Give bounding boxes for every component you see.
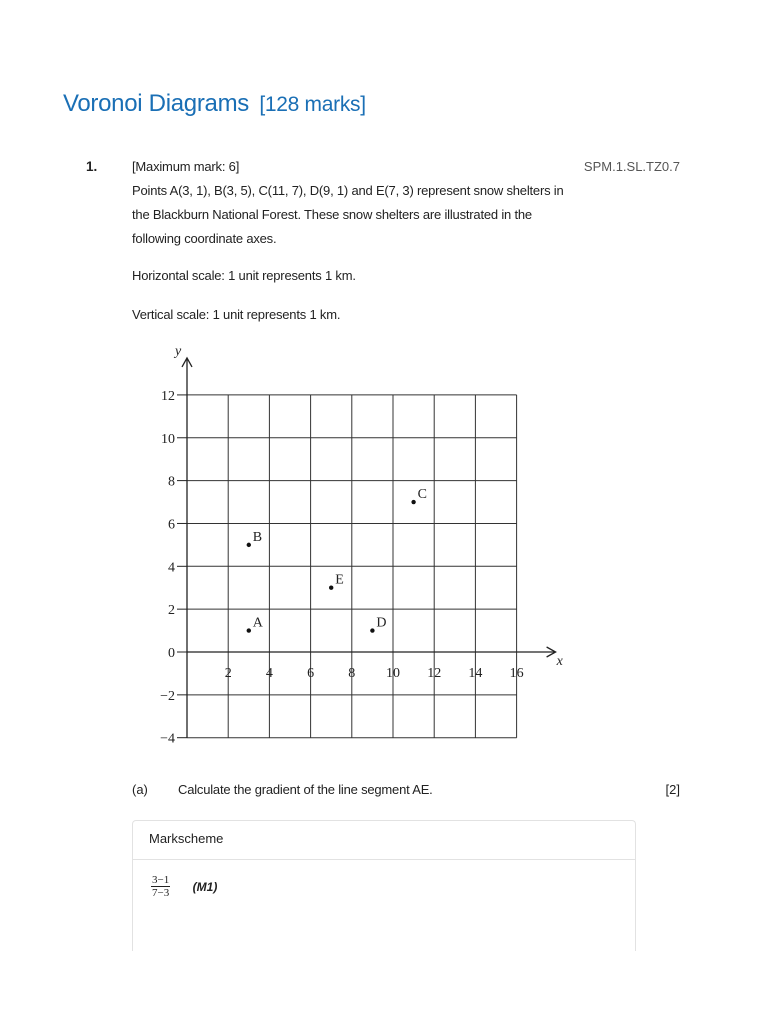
y-tick-label: 6 (168, 517, 175, 533)
point-a (247, 628, 251, 632)
shelter-points (247, 487, 427, 633)
y-tick-label: 10 (161, 431, 175, 447)
y-tick-label: 2 (168, 603, 175, 619)
x-tick-label: 6 (307, 666, 315, 681)
markscheme-header: Markscheme (133, 821, 635, 860)
question-line: the Blackburn National Forest. These snow shelters are illustrated in the (132, 207, 532, 222)
tick-labels (160, 389, 524, 747)
point-b (247, 543, 251, 547)
y-tick-label: 4 (168, 560, 175, 576)
point-d (370, 628, 374, 632)
part-a-marks: [2] (665, 782, 680, 797)
x-tick-label: 10 (386, 666, 400, 681)
point-label-a: A (252, 615, 263, 631)
x-tick-label: 16 (509, 666, 524, 681)
horizontal-scale-text: Horizontal scale: 1 unit represents 1 km. (132, 268, 356, 283)
x-tick-label: 4 (265, 666, 273, 681)
gradient-fraction (151, 874, 170, 899)
x-tick-label: 8 (348, 666, 356, 681)
x-axis-label: x (556, 654, 563, 669)
point-c (411, 500, 415, 504)
fraction-denominator: 7−3 (152, 887, 170, 899)
y-tick-label: 0 (168, 646, 175, 661)
point-e (329, 586, 333, 590)
question-code: SPM.1.SL.TZ0.7 (583, 159, 680, 174)
max-mark: [Maximum mark: 6] (132, 159, 240, 174)
y-tick-label: 8 (168, 474, 175, 490)
x-tick-label: 14 (468, 666, 483, 681)
question-line: following coordinate axes. (132, 231, 277, 246)
part-a-label: (a) (132, 782, 148, 797)
markscheme-body (133, 860, 635, 913)
y-axis-label: y (175, 343, 182, 359)
y-tick-label: −4 (160, 731, 175, 747)
question-line: Points A(3, 1), B(3, 5), C(11, 7), D(9, 1) and E(7, 3) represent snow shelters in (132, 183, 564, 198)
point-label-b: B (252, 529, 263, 545)
method-mark: (M1) (192, 879, 218, 894)
x-tick-label: 2 (224, 666, 232, 681)
grid (187, 395, 517, 738)
vertical-scale-text: Vertical scale: 1 unit represents 1 km. (132, 307, 341, 322)
point-label-d: D (376, 615, 387, 631)
question-number: 1. (86, 159, 98, 174)
title-text: Voronoi Diagrams (63, 90, 249, 117)
y-tick-label: 12 (161, 388, 175, 404)
y-tick-label: −2 (160, 688, 175, 704)
question-body (132, 155, 602, 251)
fraction-numerator: 3−1 (152, 874, 170, 886)
part-a-question: Calculate the gradient of the line segment AE. (178, 782, 433, 797)
point-label-c: C (417, 487, 427, 503)
title-marks: [128 marks] (259, 93, 366, 116)
x-tick-label: 12 (427, 666, 442, 681)
markscheme-panel (132, 820, 636, 951)
page-title (63, 90, 366, 118)
point-label-e: E (335, 572, 344, 588)
coordinate-graph (150, 340, 570, 750)
